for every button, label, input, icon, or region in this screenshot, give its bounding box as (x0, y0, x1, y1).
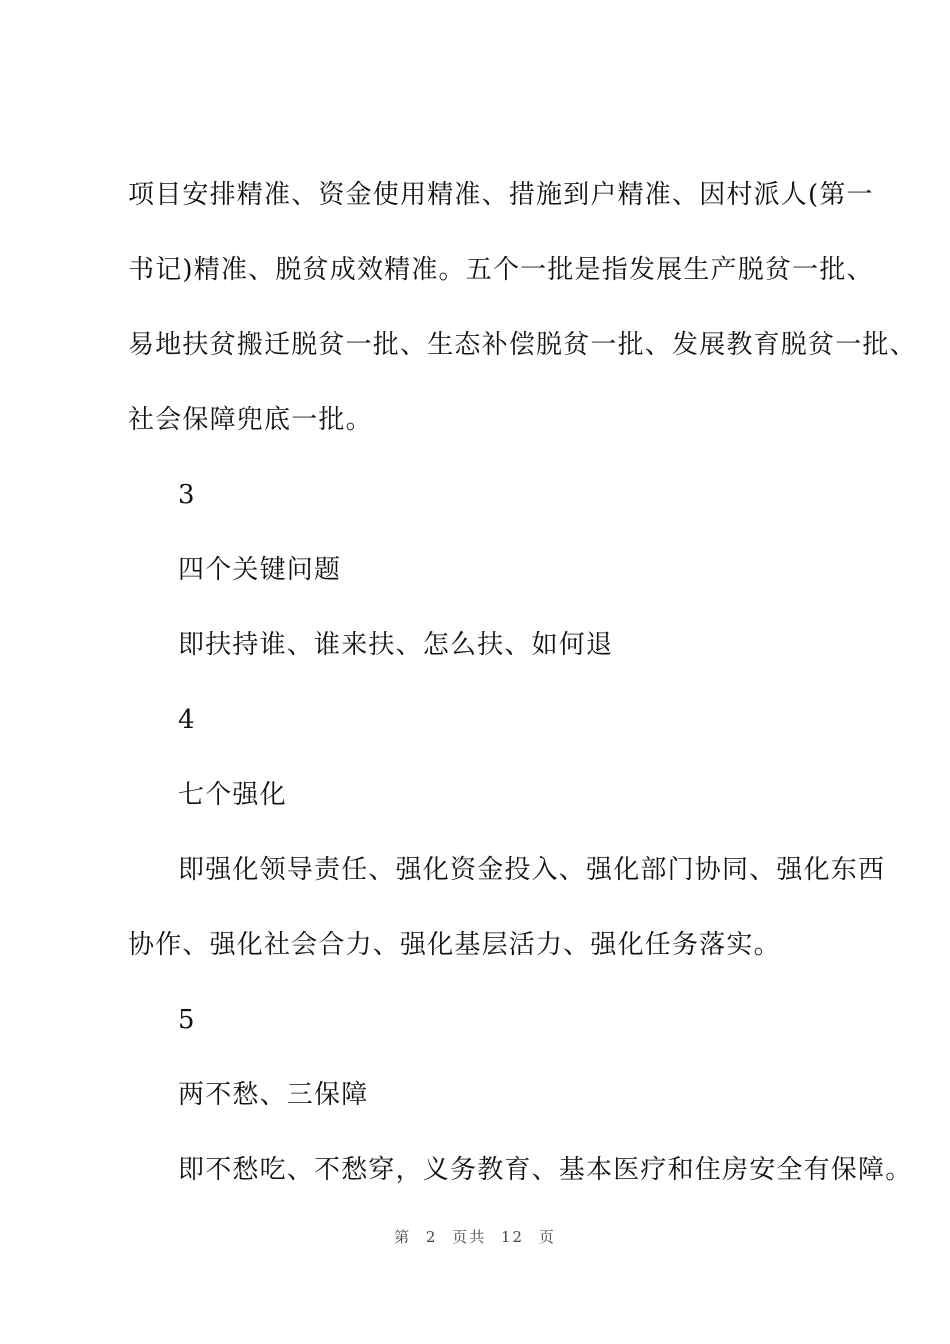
section-heading: 四个关键问题 (178, 555, 342, 585)
section-number: 4 (178, 705, 196, 735)
section-body: 协作、强化社会合力、强化基层活力、强化任务落实。 (128, 930, 781, 960)
paragraph-line: 项目安排精准、资金使用精准、措施到户精准、因村派人(第一 (128, 180, 874, 210)
paragraph-line: 书记)精准、脱贫成效精准。五个一批是指发展生产脱贫一批、 (128, 255, 874, 285)
section-number: 5 (178, 1005, 196, 1035)
page-footer: 第 2 页共 12 页 (394, 1228, 556, 1246)
section-body: 即扶持谁、谁来扶、怎么扶、如何退 (178, 630, 614, 660)
paragraph-line: 社会保障兜底一批。 (128, 405, 373, 435)
section-body: 即强化领导责任、强化资金投入、强化部门协同、强化东西 (178, 855, 886, 885)
section-heading: 七个强化 (178, 780, 287, 810)
section-body: 即不愁吃、不愁穿，义务教育、基本医疗和住房安全有保障。 (178, 1155, 913, 1185)
paragraph-line: 易地扶贫搬迁脱贫一批、生态补偿脱贫一批、发展教育脱贫一批、 (128, 330, 917, 360)
section-heading: 两不愁、三保障 (178, 1080, 369, 1110)
section-number: 3 (178, 480, 196, 510)
